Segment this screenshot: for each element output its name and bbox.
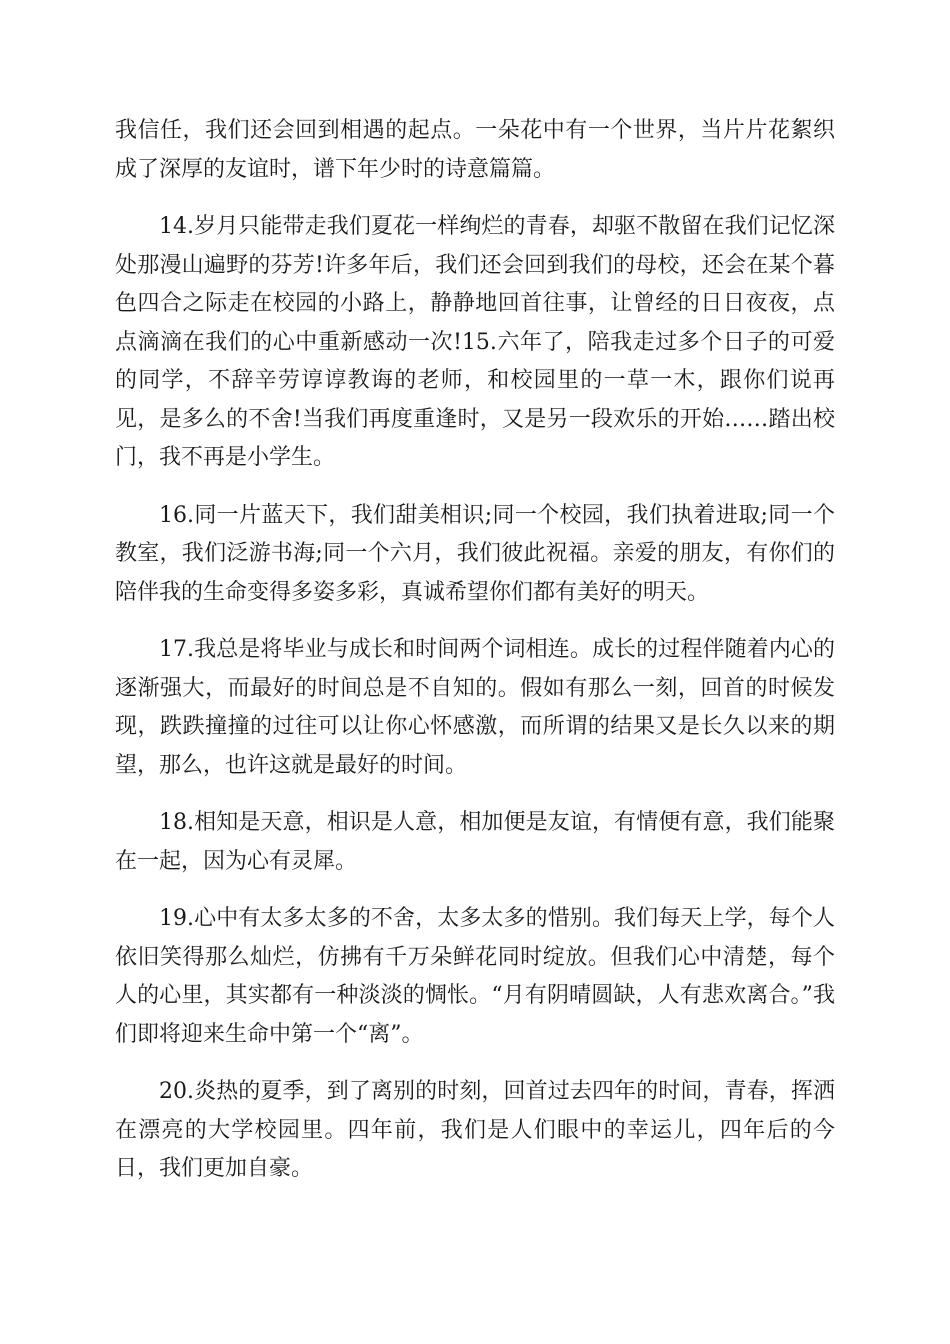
- paragraph-continuation: 我信任，我们还会回到相遇的起点。一朵花中有一个世界，当片片花絮织成了深厚的友谊时，谱下年少时的诗意篇篇。: [115, 118, 835, 182]
- paragraph-19: 19.心中有太多太多的不舍，太多太多的惜别。我们每天上学，每个人依旧笑得那么灿烂，仿拂有千万朵鲜花同时绽放。但我们心中清楚，每个人的心里，其实都有一种淡淡的惆怅。“月有阴晴圆缺，人有悲欢离合。”我们即将迎来生命中第一个“离”。: [115, 906, 835, 1047]
- paragraph-20: 20.炎热的夏季，到了离别的时刻，回首过去四年的时间，青春，挥洒在漂亮的大学校园里。四年前，我们是人们眼中的幸运儿，四年后的今日，我们更加自豪。: [115, 1079, 835, 1181]
- paragraph-18: 18.相知是天意，相识是人意，相加便是友谊，有情便有意，我们能聚在一起，因为心有灵犀。: [115, 810, 835, 874]
- paragraph-17: 17.我总是将毕业与成长和时间两个词相连。成长的过程伴随着内心的逐渐强大，而最好的时间总是不自知的。假如有那么一刻，回首的时候发现，跌跌撞撞的过往可以让你心怀感激，而所谓的结果又是长久以来的期望，那么，也许这就是最好的时间。: [115, 637, 835, 778]
- paragraph-16: 16.同一片蓝天下，我们甜美相识;同一个校园，我们执着进取;同一个教室，我们泛游书海;同一个六月，我们彼此祝福。亲爱的朋友，有你们的陪伴我的生命变得多姿多彩，真诚希望你们都有美好的明天。: [115, 502, 835, 605]
- document-body: [115, 112, 835, 1208]
- paragraph-14-15: 14.岁月只能带走我们夏花一样绚烂的青春，却驱不散留在我们记忆深处那漫山遍野的芬芳!许多年后，我们还会回到我们的母校，还会在某个暮色四合之际走在校园的小路上，静静地回首往事，让曾经的日日夜夜，点点滴滴在我们的心中重新感动一次!15.六年了，陪我走过多个日子的可爱的同学，不辞辛劳谆谆教诲的老师，和校园里的一草一木，跟你们说再见，是多么的不舍!当我们再度重逢时，又是另一段欢乐的开始……踏出校门，我不再是小学生。: [115, 214, 835, 470]
